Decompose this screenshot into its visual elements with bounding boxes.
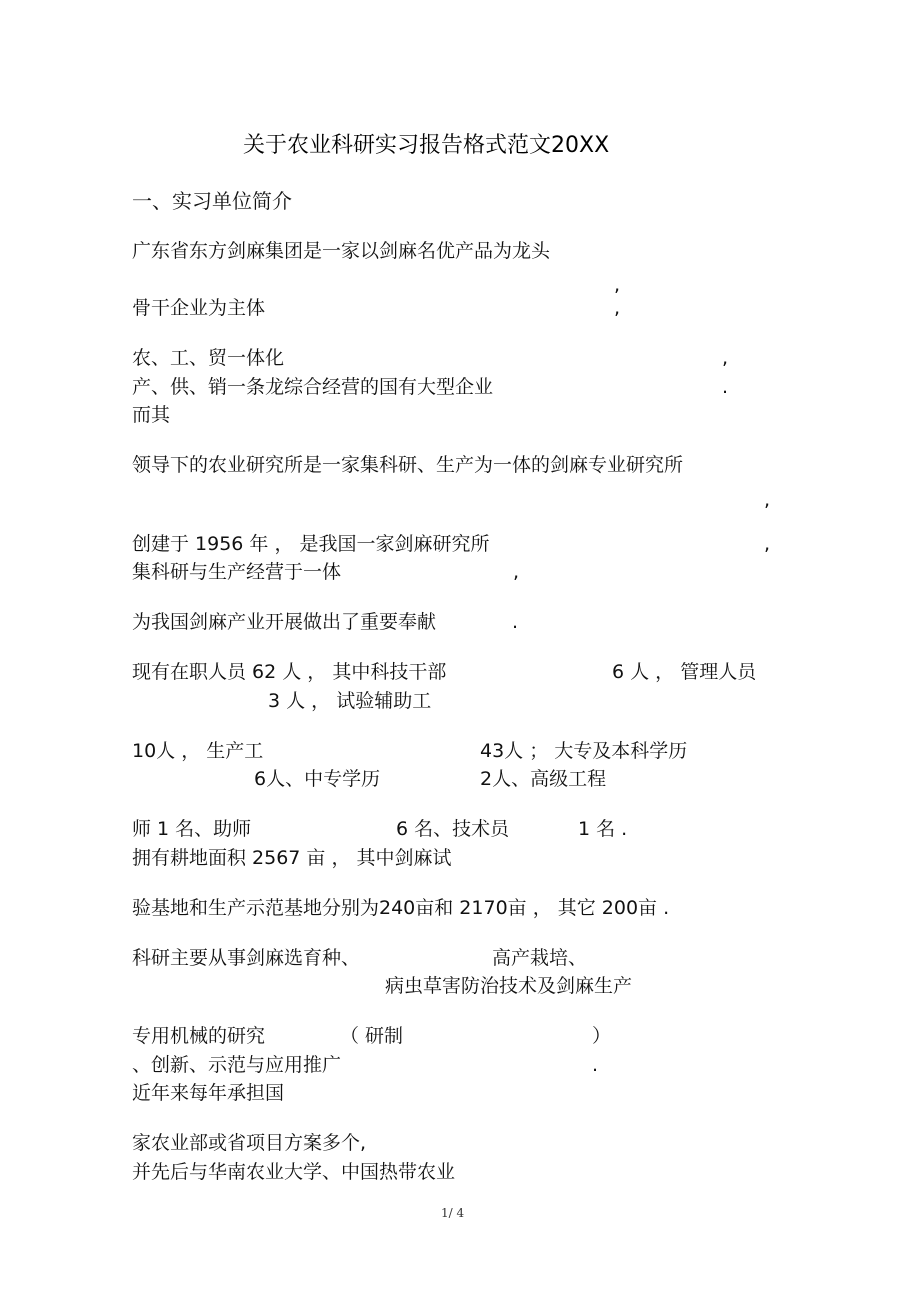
page-title: 关于农业科研实习报告格式范文20XX — [243, 133, 610, 158]
stray-comma: , — [722, 347, 729, 369]
body-line: 10人 ， 生产工 — [132, 740, 264, 762]
body-line: 并先后与华南农业大学、中国热带农业 — [132, 1161, 456, 1183]
body-line: 6人、中专学历 — [254, 768, 381, 790]
section-heading: 一、实习单位简介 — [132, 189, 292, 213]
body-line: 为我国剑麻产业开展做出了重要奉献 — [132, 611, 437, 633]
body-line: 农、工、贸一体化 — [132, 347, 285, 369]
body-line: 6 人 ， 管理人员 — [612, 661, 757, 683]
body-line: ） — [592, 1025, 612, 1047]
body-line: 而其 — [132, 404, 171, 426]
stray-period: . — [512, 611, 519, 633]
body-line: 骨干企业为主体 — [132, 297, 266, 319]
body-line: 病虫草害防治技术及剑麻生产 — [385, 975, 633, 997]
body-line: 创建于 1956 年 ， 是我国一家剑麻研究所 — [132, 533, 490, 555]
stray-period: . — [722, 376, 729, 398]
body-line: 领导下的农业研究所是一家集科研、生产为一体的剑麻专业研究所 — [132, 454, 684, 476]
body-line: 广东省东方剑麻集团是一家以剑麻名优产品为龙头 — [132, 240, 551, 262]
body-line: 验基地和生产示范基地分别为240亩和 2170亩 ， 其它 200亩 . — [132, 897, 670, 919]
stray-comma: , — [764, 489, 771, 511]
body-line: （ 研制 — [340, 1025, 404, 1047]
stray-comma: , — [513, 561, 520, 583]
stray-comma: , — [764, 533, 771, 555]
body-line: 集科研与生产经营于一体 — [132, 561, 342, 583]
body-line: 科研主要从事剑麻选育种、 — [132, 947, 361, 969]
body-line: 1 名 . — [578, 818, 628, 840]
body-line: 家农业部或省项目方案多个, — [132, 1132, 367, 1154]
body-line: 产、供、销一条龙综合经营的国有大型企业 — [132, 376, 494, 398]
body-line: 拥有耕地面积 2567 亩 ， 其中剑麻试 — [132, 847, 452, 869]
body-line: 现有在职人员 62 人 ， 其中科技干部 — [132, 661, 447, 683]
page-number: 1/ 4 — [441, 1206, 465, 1220]
body-line: 高产栽培、 — [492, 947, 588, 969]
body-line: 师 1 名、助师 — [132, 818, 252, 840]
body-line: 、创新、示范与应用推广 — [132, 1054, 342, 1076]
body-line: 专用机械的研究 — [132, 1025, 266, 1047]
body-line: 近年来每年承担国 — [132, 1082, 285, 1104]
stray-comma: , — [614, 274, 621, 296]
body-line: 6 名、技术员 — [396, 818, 510, 840]
body-line: 43人 ； 大专及本科学历 — [480, 740, 688, 762]
body-line: 2人、高级工程 — [480, 768, 607, 790]
body-line: 3 人 ， 试验辅助工 — [268, 690, 432, 712]
stray-comma: , — [614, 297, 621, 319]
stray-period: . — [592, 1054, 599, 1076]
